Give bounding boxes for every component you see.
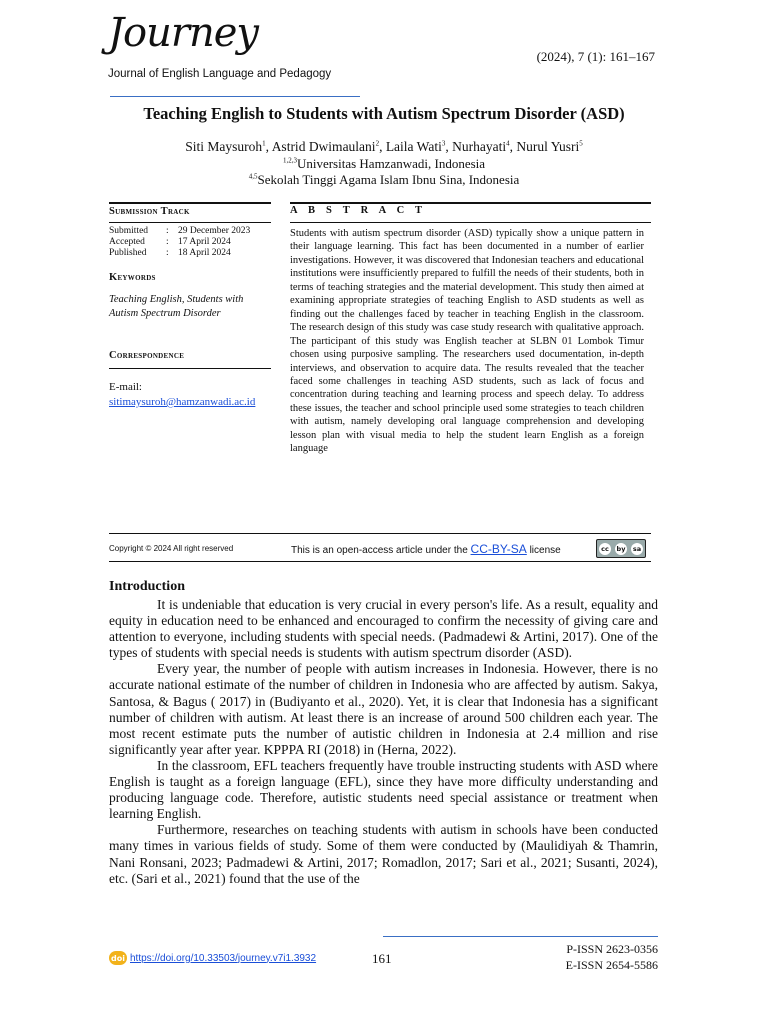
- e-issn: E-ISSN 2654-5586: [565, 958, 658, 972]
- journal-name: Journal of English Language and Pedagogy: [108, 68, 332, 80]
- email-label: E-mail:: [109, 381, 142, 393]
- by-icon: by: [616, 544, 626, 553]
- paragraph: Every year, the number of people with autism increases in Indonesia. However, there is no accurate national estimate of the number of children in Indonesia who are affected by autism. Sakya, Santosa, & Bagus ( 2017) in (Budiyanto et al., 2020). Yet, it is clear that Indonesia has a significant number of children with autism. At least there is an increase of around 500 children each year. The most recent estimate puts the number of autistic children in Indonesia at 2.4 million and rise significantly year after year. KPPPA RI (2018) in (Herna, 2022).: [109, 661, 658, 757]
- affiliation-2: $^{4,5}$Sekolah Tinggi Agama Islam Ibnu Sina, Indonesia: [248, 172, 520, 187]
- header-divider: [110, 96, 360, 97]
- submission-row: Published : 18 April 2024: [109, 248, 231, 259]
- body-text: [109, 597, 658, 887]
- author: Siti Maysuroh: [185, 139, 263, 154]
- sa-icon: sa: [632, 544, 642, 553]
- submission-rule: [109, 222, 271, 223]
- correspondence-email-link[interactable]: sitimaysuroh@hamzanwadi.ac.id: [109, 396, 256, 408]
- cc-by-sa-link[interactable]: CC-BY-SA: [470, 542, 527, 556]
- abstract-top-rule: [290, 202, 651, 204]
- affiliation-1: $^{1,2,3}$Universitas Hamzanwadi, Indonesia: [282, 156, 486, 171]
- author: Laila Wati: [385, 139, 442, 154]
- license-bottom-rule: [109, 561, 651, 562]
- license-notice: This is an open-access article under the CC-BY-SA license: [291, 542, 561, 556]
- author: Nurul Yusri: [516, 139, 580, 154]
- abstract-text: Students with autism spectrum disorder (ASD) typically show a unique pattern in their language learning. This fact has been documented in a number of earlier investigations. However, it was discovered that Indonesian teachers and educational institutions were insufficiently prepared to fulfill the needs of their students, both in terms of teaching strategies and the material development. This study then aimed at examining appropriate strategies of teaching English to ASD students as well as finding out the challenges faced by teacher in teaching English in the classroom. The research design of this study was case study research with qualitative approach. The participant of this study was English teacher at SLBN 01 Lombok Timur chosen using purposive sampling. The researchers used documentation, in-depth interviews, and observation to acquire data. The results revealed that the teacher faced some challenges in teaching ASD students, such as lack of focus and concentration during teaching and learning process and speech delay. To address these issues, the teacher and school principle used some strategies to teach children with autism, namely developing oral language comprehension and developing lesson plan with visual media to help the student learn English as a foreign language: [290, 228, 644, 455]
- abstract-head-rule: [290, 222, 651, 223]
- correspondence-rule: [109, 368, 271, 369]
- cc-icon: cc: [599, 543, 611, 555]
- author-list: Siti Maysuroh$^1$, Astrid Dwimaulani$^2$, Laila Wati$^3$, Nurhayati$^4$, Nurul Yusri$^5$: [185, 139, 583, 154]
- paragraph: Furthermore, researches on teaching students with autism in schools have been conducted many times in various fields of study. Some of them were conducted by (Maulidiyah & Thamrin, Nani Ronsani, 2023; Padmadewi & Artini, 2017; Romadlon, 2017; Sari et al., 2021; Susanti, 2024), etc. (Sari et al., 2021) found that the use of the: [109, 822, 658, 886]
- keywords-heading: Keywords: [109, 272, 156, 283]
- cc-license-badge[interactable]: [596, 539, 646, 558]
- infobox-top-rule: [109, 202, 271, 204]
- submission-row: Accepted : 17 April 2024: [109, 237, 231, 248]
- submission-track-table: [109, 226, 250, 260]
- copyright-notice: Copyright © 2024 All right reserved: [109, 544, 234, 553]
- issn-block: [566, 941, 658, 973]
- correspondence-heading: Correspondence: [109, 350, 185, 361]
- issue-info: (2024), 7 (1): 161–167: [536, 49, 655, 64]
- author: Nurhayati: [452, 139, 507, 154]
- page-number: 161: [372, 951, 392, 966]
- license-top-rule: [109, 533, 651, 534]
- submission-row: Submitted : 29 December 2023: [109, 226, 251, 236]
- keywords: Teaching English, Students with Autism Spectrum Disorder: [109, 294, 244, 319]
- footer-divider: [383, 936, 658, 937]
- paragraph: In the classroom, EFL teachers frequently have trouble instructing students with ASD where English is taught as a foreign language (EFL), since they have more difficulty understanding and producing language code. Therefore, autistic students need special assistance or treatment when learning English.: [109, 757, 658, 822]
- doi-link[interactable]: https://doi.org/10.33503/journey.v7i1.3932: [130, 952, 317, 964]
- paragraph: It is undeniable that education is very crucial in every person's life. As a result, equality and equity in education need to be enhanced and encouraged to confirm the necessity of giving care and attention to everyone, including students with special needs. (Padmadewi & Artini, 2017). One of the types of students with special needs is students with autism spectrum disorder (ASD).: [109, 597, 658, 661]
- submission-track-heading: Submission Track: [109, 206, 190, 217]
- author: Astrid Dwimaulani: [271, 139, 376, 154]
- abstract-heading: A B S T R A C T: [290, 205, 427, 216]
- doi: [109, 951, 316, 965]
- p-issn: P-ISSN 2623-0356: [566, 942, 658, 956]
- journal-logo: Journey: [108, 10, 259, 56]
- article-title: Teaching English to Students with Autism Spectrum Disorder (ASD): [143, 104, 625, 123]
- section-heading-introduction: Introduction: [109, 579, 185, 594]
- doi-icon: doi: [109, 951, 127, 965]
